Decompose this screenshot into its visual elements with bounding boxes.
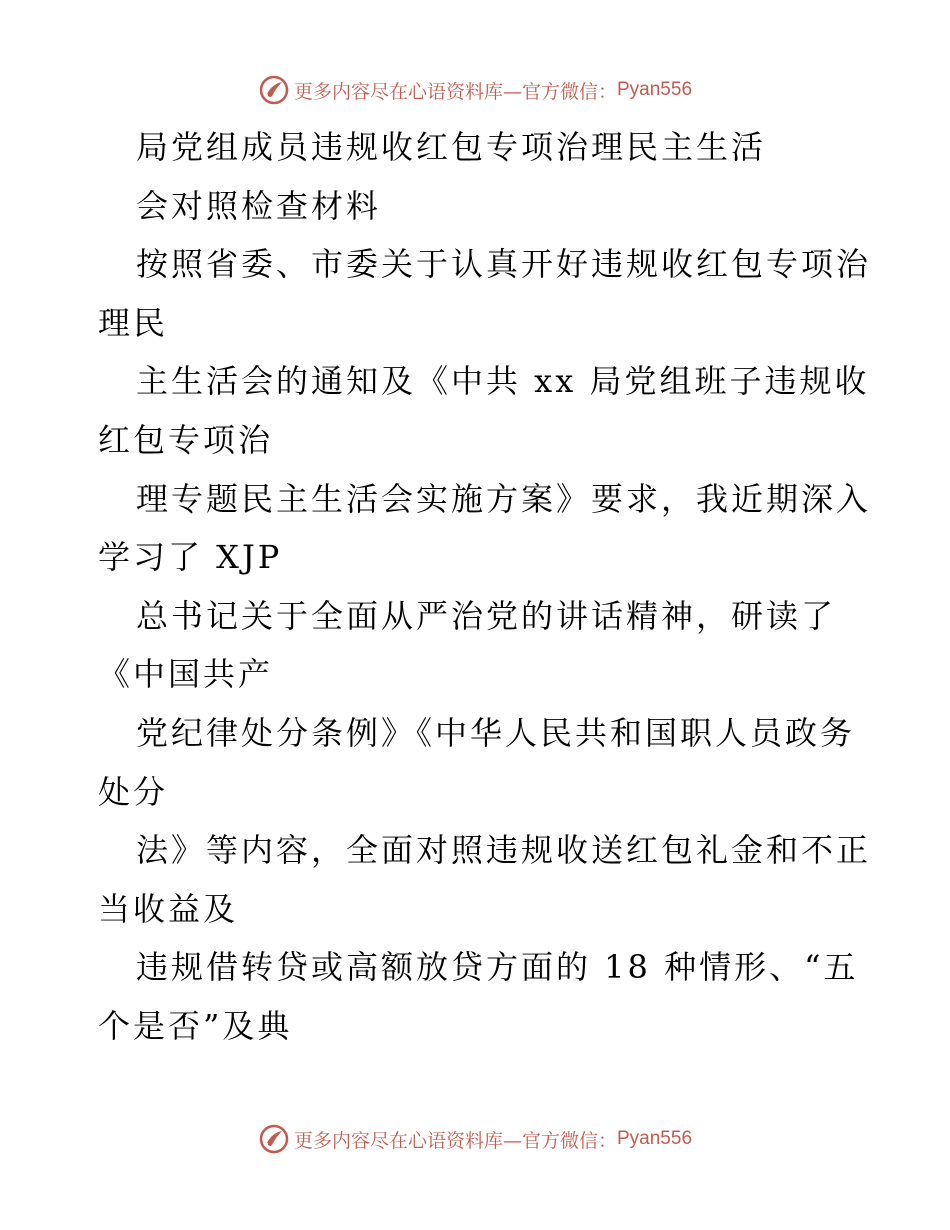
logo-icon — [258, 74, 290, 106]
text-line: 学习了 XJP — [98, 538, 283, 577]
text-line: 党纪律处分条例》《中华人民共和国职人员政务 — [136, 713, 856, 752]
banner-wechat-id: Pyan556 — [617, 79, 693, 100]
text-line: 理民 — [98, 303, 169, 342]
banner-text: 更多内容尽在心语资料库—官方微信： — [293, 1129, 617, 1152]
text-line: 当收益及 — [98, 889, 239, 928]
document-body — [98, 118, 872, 1056]
text-line: 会对照检查材料 — [136, 186, 382, 225]
text-line: 主生活会的通知及《中共 xx 局党组班子违规收 — [136, 362, 870, 401]
text-line: 《中国共产 — [98, 655, 274, 694]
text-line: 总书记关于全面从严治党的讲话精神，研读了 — [136, 596, 837, 635]
logo-icon — [258, 1123, 290, 1155]
text-line: 处分 — [98, 772, 169, 811]
footer-watermark-banner — [0, 1119, 950, 1159]
text-line: 个是否”及典 — [98, 1006, 293, 1045]
text-line: 法》等内容，全面对照违规收送红包礼金和不正 — [136, 831, 872, 870]
text-line: 理专题民主生活会实施方案》要求，我近期深入 — [136, 479, 872, 518]
text-line: 局党组成员违规收红包专项治理民主生活 — [136, 128, 767, 166]
header-watermark-banner — [0, 70, 950, 110]
text-line: 违规借转贷或高额放贷方面的 18 种情形、“五 — [136, 948, 859, 987]
banner-wechat-id: Pyan556 — [617, 1128, 693, 1149]
text-line: 按照省委、市委关于认真开好违规收红包专项治 — [136, 245, 872, 284]
text-line: 红包专项治 — [98, 420, 274, 459]
banner-text: 更多内容尽在心语资料库—官方微信： — [293, 80, 617, 103]
